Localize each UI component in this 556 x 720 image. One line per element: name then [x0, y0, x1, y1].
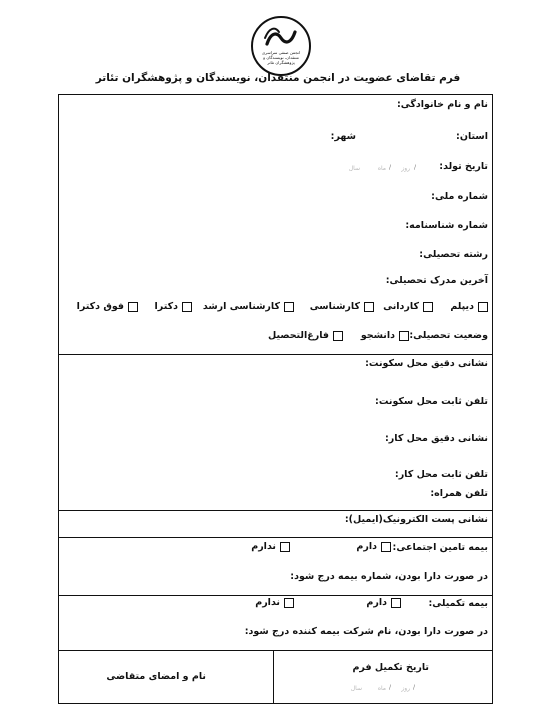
id-card-label: شماره شناسنامه:: [405, 220, 488, 231]
divider-personal-contact: [58, 354, 493, 355]
email-label: نشانی پست الکترونیک(ایمیل):: [344, 514, 488, 525]
status-checkbox[interactable]: [399, 331, 409, 341]
divider-email-insurance: [58, 537, 493, 538]
degree-checkbox[interactable]: [478, 302, 488, 312]
degree-option-associate[interactable]: [383, 301, 433, 312]
degree-option-phd[interactable]: [155, 301, 192, 312]
supplementary-insurance-yes[interactable]: [366, 597, 401, 608]
social-insurance-label: بیمه تامین اجتماعی:: [392, 542, 488, 553]
degree-option-label: دکترا: [154, 301, 178, 312]
degree-checkbox[interactable]: [423, 302, 433, 312]
degree-checkbox[interactable]: [364, 302, 374, 312]
degree-option-label: کارشناسی ارشد: [202, 301, 280, 312]
birth-date-separator: /: [388, 164, 391, 171]
status-option-student[interactable]: [361, 330, 409, 341]
work-address-label: نشانی دقیق محل کار:: [384, 433, 488, 444]
degree-option-bachelor[interactable]: [310, 301, 374, 312]
status-option-label: فارغ‌التحصیل: [267, 330, 329, 341]
work-phone-label: تلفن ثابت محل کار:: [394, 469, 488, 480]
logo-wave-icon: [257, 22, 305, 52]
birth-month-hint: ماه: [377, 165, 386, 172]
supplementary-insurance-yes-label: دارم: [366, 597, 387, 608]
applicant-signature-label: نام و امضای متقاضی: [106, 671, 206, 682]
birth-date-separator: /: [413, 164, 416, 171]
full-name-label: نام و نام خانوادگی:: [396, 99, 488, 110]
national-id-label: شماره ملی:: [431, 191, 488, 202]
social-insurance-no[interactable]: [251, 541, 290, 552]
degree-option-diploma[interactable]: [450, 301, 488, 312]
association-logo: [251, 16, 311, 76]
home-phone-label: تلفن ثابت محل سکونت:: [375, 396, 488, 407]
mobile-label: تلفن همراه:: [430, 488, 488, 499]
completion-date-separator: /: [412, 684, 415, 691]
birth-date-label: تاریخ تولد:: [439, 161, 488, 172]
supplementary-insurance-label: بیمه تکمیلی:: [428, 598, 488, 609]
social-insurance-note: در صورت دارا بودن، شماره بیمه درج شود:: [290, 571, 488, 582]
social-insurance-yes[interactable]: [356, 541, 391, 552]
degree-option-master[interactable]: [203, 301, 294, 312]
completion-month-hint: ماه: [377, 685, 386, 692]
province-label: استان:: [456, 131, 488, 142]
supplementary-insurance-no-checkbox[interactable]: [284, 598, 294, 608]
supplementary-insurance-note: در صورت دارا بودن، نام شرکت بیمه کننده درج شود:: [244, 626, 488, 637]
completion-year-hint: سال: [350, 685, 362, 692]
social-insurance-yes-label: دارم: [356, 541, 377, 552]
supplementary-insurance-no[interactable]: [255, 597, 294, 608]
degree-option-label: کارشناسی: [309, 301, 360, 312]
degree-checkbox[interactable]: [182, 302, 192, 312]
birth-day-hint: روز: [401, 165, 410, 172]
social-insurance-no-label: ندارم: [251, 541, 276, 552]
degree-option-label: دیپلم: [450, 301, 474, 312]
completion-date-separator: /: [388, 684, 391, 691]
home-address-label: نشانی دقیق محل سکونت:: [365, 358, 488, 369]
degree-option-label: فوق دکترا: [76, 301, 124, 312]
divider-footer: [58, 650, 493, 651]
completion-date-label: تاریخ تکمیل فرم: [352, 662, 429, 673]
divider-footer-vertical: [273, 650, 274, 704]
status-option-label: دانشجو: [360, 330, 395, 341]
last-degree-label: آخرین مدرک تحصیلی:: [385, 275, 488, 286]
divider-contact-email: [58, 510, 493, 511]
city-label: شهر:: [330, 131, 356, 142]
supplementary-insurance-no-label: ندارم: [255, 597, 280, 608]
form-title: فرم تقاضای عضویت در انجمن منتقدان، نویسندگان و پژوهشگران تئاتر: [95, 72, 461, 84]
supplementary-insurance-yes-checkbox[interactable]: [391, 598, 401, 608]
completion-day-hint: روز: [401, 685, 410, 692]
social-insurance-yes-checkbox[interactable]: [381, 542, 391, 552]
social-insurance-no-checkbox[interactable]: [280, 542, 290, 552]
status-option-graduate[interactable]: [268, 330, 343, 341]
field-of-study-label: رشته تحصیلی:: [419, 249, 488, 260]
education-status-label: وضعیت تحصیلی:: [409, 330, 488, 341]
degree-checkbox[interactable]: [128, 302, 138, 312]
status-checkbox[interactable]: [333, 331, 343, 341]
degree-option-postdoc[interactable]: [77, 301, 138, 312]
birth-year-hint: سال: [348, 165, 360, 172]
divider-insurance: [58, 595, 493, 596]
logo-text: انجمن صنفی سراسری منتقدان، نویسندگان و پژوهشگران تئاتر: [261, 50, 301, 65]
degree-checkbox[interactable]: [284, 302, 294, 312]
degree-option-label: کاردانی: [383, 301, 419, 312]
